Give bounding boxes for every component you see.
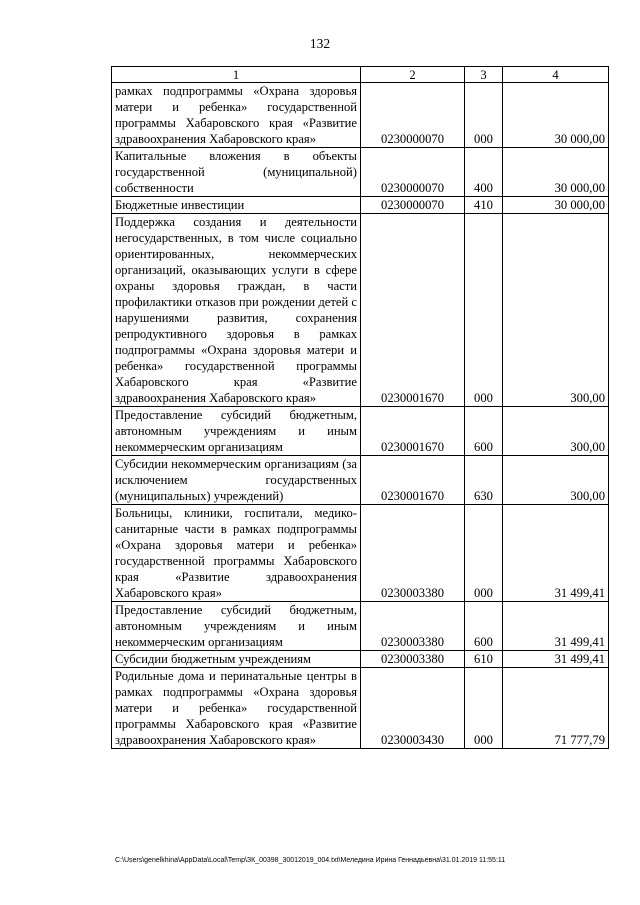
row-name: Родильные дома и перинатальные центры в рамках подпрограммы «Охрана здоровья матери и ребенка» государственной программы Хабаровского края «Развитие здравоохранения Хабаровского края» [112,668,361,749]
row-amount: 71 777,79 [503,668,609,749]
row-amount: 31 499,41 [503,602,609,651]
row-code: 0230003380 [361,602,465,651]
row-name: Поддержка создания и деятельности негосударственных, в том числе социально ориентированных, некоммерческих организаций, оказывающих услуги в сфере охраны здоровья граждан, в части профилактики отказов при рождении детей с нарушениями развития, сохранения репродуктивного здоровья в рамках подпрограммы «Охрана здоровья матери и ребенка» государственной программы Хабаровского края «Развитие здравоохранения Хабаровского края» [112,214,361,407]
table-row [112,456,609,505]
column-header-1: 1 [112,67,361,83]
row-name: Субсидии некоммерческим организациям (за исключением государственных (муниципальных) учреждений) [112,456,361,505]
table-row [112,407,609,456]
row-code: 0230000070 [361,197,465,214]
row-amount: 30 000,00 [503,83,609,148]
row-code: 0230001670 [361,456,465,505]
table-row [112,83,609,148]
file-path-footer: C:\Users\genelkhina\AppData\Local\Temp\ЗК_00398_30012019_004.txt\Меледина Ирина Геннадьевна\31.01.2019 11:55:11 [115,857,506,864]
row-amount: 300,00 [503,407,609,456]
column-header-3: 3 [465,67,503,83]
table-header-row [112,67,609,83]
row-code: 0230003380 [361,505,465,602]
row-kind: 000 [465,668,503,749]
row-kind: 000 [465,83,503,148]
row-name: Капитальные вложения в объекты государственной (муниципальной) собственности [112,148,361,197]
table-row [112,214,609,407]
budget-table [111,66,609,749]
row-kind: 400 [465,148,503,197]
row-code: 0230003380 [361,651,465,668]
table-row [112,148,609,197]
row-amount: 30 000,00 [503,148,609,197]
row-name: Больницы, клиники, госпитали, медико-санитарные части в рамках подпрограммы «Охрана здоровья матери и ребенка» государственной программы Хабаровского края «Развитие здравоохранения Хабаровского края» [112,505,361,602]
row-name: рамках подпрограммы «Охрана здоровья матери и ребенка» государственной программы Хабаровского края «Развитие здравоохранения Хабаровского края» [112,83,361,148]
table-row [112,668,609,749]
column-header-4: 4 [503,67,609,83]
table-row [112,197,609,214]
row-name: Субсидии бюджетным учреждениям [112,651,361,668]
row-amount: 31 499,41 [503,505,609,602]
row-code: 0230000070 [361,83,465,148]
row-kind: 600 [465,602,503,651]
row-kind: 000 [465,214,503,407]
row-kind: 630 [465,456,503,505]
table-row [112,505,609,602]
row-kind: 610 [465,651,503,668]
row-code: 0230001670 [361,214,465,407]
row-name: Предоставление субсидий бюджетным, автономным учреждениям и иным некоммерческим организациям [112,602,361,651]
table-row [112,651,609,668]
row-code: 0230003430 [361,668,465,749]
table-row [112,602,609,651]
row-name: Предоставление субсидий бюджетным, автономным учреждениям и иным некоммерческим организациям [112,407,361,456]
row-kind: 410 [465,197,503,214]
row-kind: 000 [465,505,503,602]
row-amount: 300,00 [503,214,609,407]
row-amount: 31 499,41 [503,651,609,668]
page-number: 132 [309,36,331,51]
row-amount: 300,00 [503,456,609,505]
column-header-2: 2 [361,67,465,83]
row-kind: 600 [465,407,503,456]
row-name: Бюджетные инвестиции [112,197,361,214]
row-code: 0230001670 [361,407,465,456]
row-amount: 30 000,00 [503,197,609,214]
row-code: 0230000070 [361,148,465,197]
